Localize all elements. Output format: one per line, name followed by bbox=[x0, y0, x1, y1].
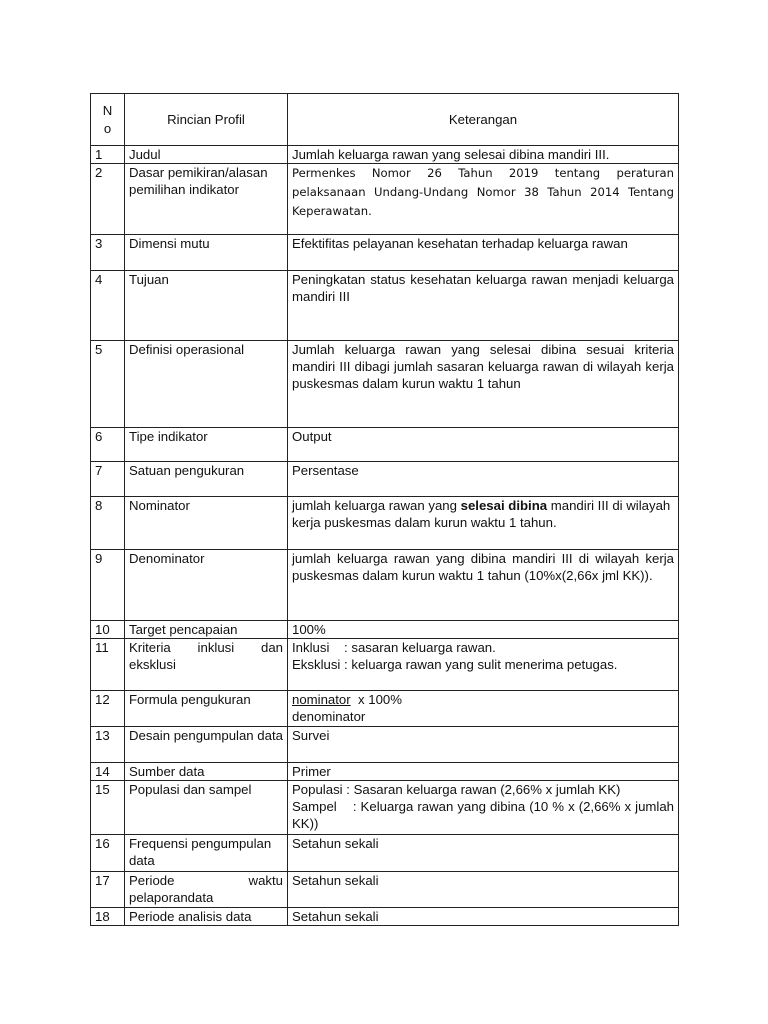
row-rincian: Frequensi pengumpulan data bbox=[125, 835, 288, 872]
row-number: 18 bbox=[91, 908, 125, 926]
row-keterangan: Setahun sekali bbox=[288, 835, 679, 872]
row-keterangan: 100% bbox=[288, 621, 679, 639]
eksklusi-line: Eksklusi : keluarga rawan yang sulit menerima petugas. bbox=[292, 657, 618, 672]
nominator-text-c: mandiri III di wilayah kerja puskesmas dalam kurun waktu 1 tahun. bbox=[292, 498, 671, 530]
table-row bbox=[91, 341, 679, 428]
row-number: 7 bbox=[91, 462, 125, 497]
row-keterangan: Jumlah keluarga rawan yang selesai dibina sesuai kriteria mandiri III dibagi jumlah sasaran keluarga rawan di wilayah kerja puskesmas dalam kurun waktu 1 tahun bbox=[288, 341, 679, 428]
row-rincian: Dimensi mutu bbox=[125, 235, 288, 271]
row-keterangan: Setahun sekali bbox=[288, 872, 679, 908]
table-row bbox=[91, 781, 679, 835]
row-rincian: Kriteria inklusi dan eksklusi bbox=[125, 639, 288, 691]
inklusi-line: Inklusi : sasaran keluarga rawan. bbox=[292, 640, 496, 655]
row-keterangan: Survei bbox=[288, 727, 679, 763]
row-number: 5 bbox=[91, 341, 125, 428]
row-keterangan bbox=[288, 497, 679, 550]
row-keterangan: Jumlah keluarga rawan yang selesai dibina mandiri III. bbox=[288, 146, 679, 164]
indicator-profile-table bbox=[90, 93, 679, 926]
row-rincian: Tujuan bbox=[125, 271, 288, 341]
row-rincian: Denominator bbox=[125, 550, 288, 621]
formula-denominator: denominator bbox=[292, 709, 366, 724]
nominator-text-a: jumlah keluarga rawan yang bbox=[292, 498, 461, 513]
row-rincian: Nominator bbox=[125, 497, 288, 550]
row-number: 3 bbox=[91, 235, 125, 271]
row-number: 17 bbox=[91, 872, 125, 908]
row-rincian: Periode waktu pelaporandata bbox=[125, 872, 288, 908]
header-no bbox=[91, 94, 125, 146]
row-keterangan: Permenkes Nomor 26 Tahun 2019 tentang peraturan pelaksanaan Undang-Undang Nomor 38 Tahun 2014 Tentang Keperawatan. bbox=[288, 164, 679, 235]
row-keterangan: Setahun sekali bbox=[288, 908, 679, 926]
row-rincian: Judul bbox=[125, 146, 288, 164]
formula-multiplier: x 100% bbox=[350, 692, 402, 707]
table-row bbox=[91, 872, 679, 908]
row-rincian: Target pencapaian bbox=[125, 621, 288, 639]
row-number: 13 bbox=[91, 727, 125, 763]
table-row bbox=[91, 235, 679, 271]
row-rincian: Desain pengumpulan data bbox=[125, 727, 288, 763]
row-keterangan bbox=[288, 691, 679, 727]
sampel-line: Sampel : Keluarga rawan yang dibina (10 % x (2,66% x jumlah KK)) bbox=[292, 799, 678, 831]
row-number: 15 bbox=[91, 781, 125, 835]
table-row bbox=[91, 727, 679, 763]
table-header-row bbox=[91, 94, 679, 146]
table-row bbox=[91, 164, 679, 235]
row-rincian: Dasar pemikiran/alasan pemilihan indikator bbox=[125, 164, 288, 235]
row-rincian: Sumber data bbox=[125, 763, 288, 781]
table-row bbox=[91, 497, 679, 550]
table-row bbox=[91, 428, 679, 462]
row-number: 4 bbox=[91, 271, 125, 341]
table-row bbox=[91, 271, 679, 341]
row-keterangan: jumlah keluarga rawan yang dibina mandiri III di wilayah kerja puskesmas dalam kurun waktu 1 tahun (10%x(2,66x jml KK)). bbox=[288, 550, 679, 621]
row-keterangan: Primer bbox=[288, 763, 679, 781]
row-number: 6 bbox=[91, 428, 125, 462]
header-keterangan: Keterangan bbox=[288, 94, 679, 146]
row-keterangan bbox=[288, 639, 679, 691]
table-row bbox=[91, 462, 679, 497]
row-rincian: Definisi operasional bbox=[125, 341, 288, 428]
table-row bbox=[91, 835, 679, 872]
row-number: 11 bbox=[91, 639, 125, 691]
row-number: 16 bbox=[91, 835, 125, 872]
row-number: 10 bbox=[91, 621, 125, 639]
table-row bbox=[91, 908, 679, 926]
row-keterangan: Persentase bbox=[288, 462, 679, 497]
row-number: 8 bbox=[91, 497, 125, 550]
row-keterangan bbox=[288, 781, 679, 835]
row-rincian: Periode analisis data bbox=[125, 908, 288, 926]
row-number: 1 bbox=[91, 146, 125, 164]
header-no-line1: N bbox=[102, 102, 113, 118]
row-rincian: Populasi dan sampel bbox=[125, 781, 288, 835]
table-row bbox=[91, 146, 679, 164]
table-row bbox=[91, 763, 679, 781]
table-row bbox=[91, 621, 679, 639]
row-number: 9 bbox=[91, 550, 125, 621]
row-rincian: Tipe indikator bbox=[125, 428, 288, 462]
row-number: 12 bbox=[91, 691, 125, 727]
row-number: 2 bbox=[91, 164, 125, 235]
header-no-line2: o bbox=[103, 120, 112, 136]
nominator-emphasis: selesai dibina bbox=[460, 498, 548, 513]
populasi-line: Populasi : Sasaran keluarga rawan (2,66% x jumlah KK) bbox=[292, 782, 621, 797]
row-rincian: Formula pengukuran bbox=[125, 691, 288, 727]
row-number: 14 bbox=[91, 763, 125, 781]
row-keterangan: Output bbox=[288, 428, 679, 462]
row-keterangan: Efektifitas pelayanan kesehatan terhadap keluarga rawan bbox=[288, 235, 679, 271]
header-rincian: Rincian Profil bbox=[125, 94, 288, 146]
row-rincian: Satuan pengukuran bbox=[125, 462, 288, 497]
table-row bbox=[91, 639, 679, 691]
formula-numerator: nominator bbox=[292, 692, 351, 707]
table-row bbox=[91, 550, 679, 621]
table-row bbox=[91, 691, 679, 727]
row-keterangan: Peningkatan status kesehatan keluarga rawan menjadi keluarga mandiri III bbox=[288, 271, 679, 341]
